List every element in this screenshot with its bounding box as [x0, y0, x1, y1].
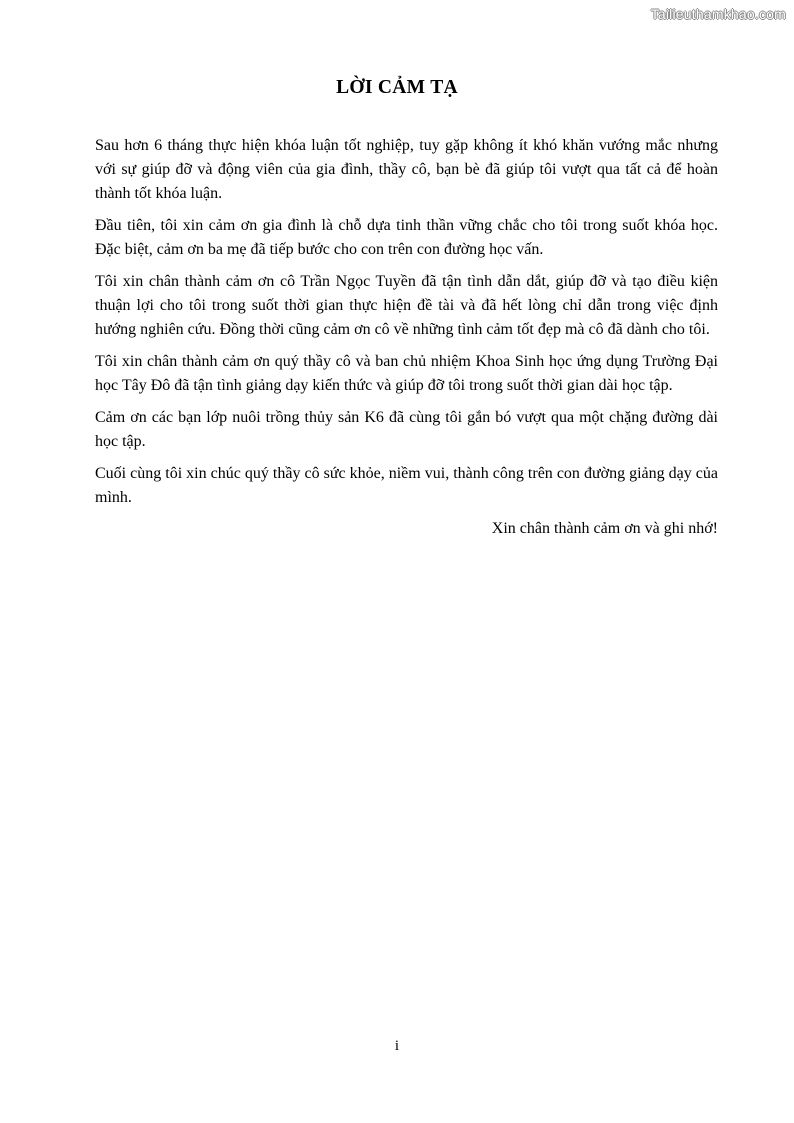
paragraph-advisor: Tôi xin chân thành cảm ơn cô Trần Ngọc Tuyền đã tận tình dẫn dắt, giúp đỡ và tạo điều kiện thuận lợi cho tôi trong suốt thời gian thực hiện đề tài và đã hết lòng chỉ dẫn trong việc định hướng nghiên cứu. Đồng thời cũng cảm ơn cô về những tình cảm tốt đẹp mà cô đã dành cho tôi. [95, 273, 718, 338]
page-number: i [394, 1038, 400, 1054]
page-title: LỜI CẢM TẠ [336, 77, 458, 98]
watermark-text: Tailieuthamkhao.com [650, 6, 786, 22]
paragraph-family: Đầu tiên, tôi xin cảm ơn gia đình là chỗ dựa tinh thần vững chắc cho tôi trong suốt khóa học. Đặc biệt, cảm ơn ba mẹ đã tiếp bước cho con trên con đường học vấn. [95, 217, 718, 258]
document-body [95, 134, 718, 549]
closing-line: Xin chân thành cảm ơn và ghi nhớ! [491, 520, 718, 537]
paragraph-intro: Sau hơn 6 tháng thực hiện khóa luận tốt nghiệp, tuy gặp không ít khó khăn vướng mắc nhưng với sự giúp đỡ và động viên của gia đình, thầy cô, bạn bè đã giúp tôi vượt qua tất cả để hoàn thành tốt khóa luận. [95, 137, 718, 202]
paragraph-wishes: Cuối cùng tôi xin chúc quý thầy cô sức khỏe, niềm vui, thành công trên con đường giảng dạy của mình. [95, 465, 718, 506]
paragraph-classmates: Cảm ơn các bạn lớp nuôi trồng thủy sản K6 đã cùng tôi gắn bó vượt qua một chặng đường dài học tập. [95, 409, 718, 450]
paragraph-faculty: Tôi xin chân thành cảm ơn quý thầy cô và ban chủ nhiệm Khoa Sinh học ứng dụng Trường Đại học Tây Đô đã tận tình giảng dạy kiến thức và giúp đỡ tôi trong suốt thời gian dài học tập. [95, 353, 718, 394]
